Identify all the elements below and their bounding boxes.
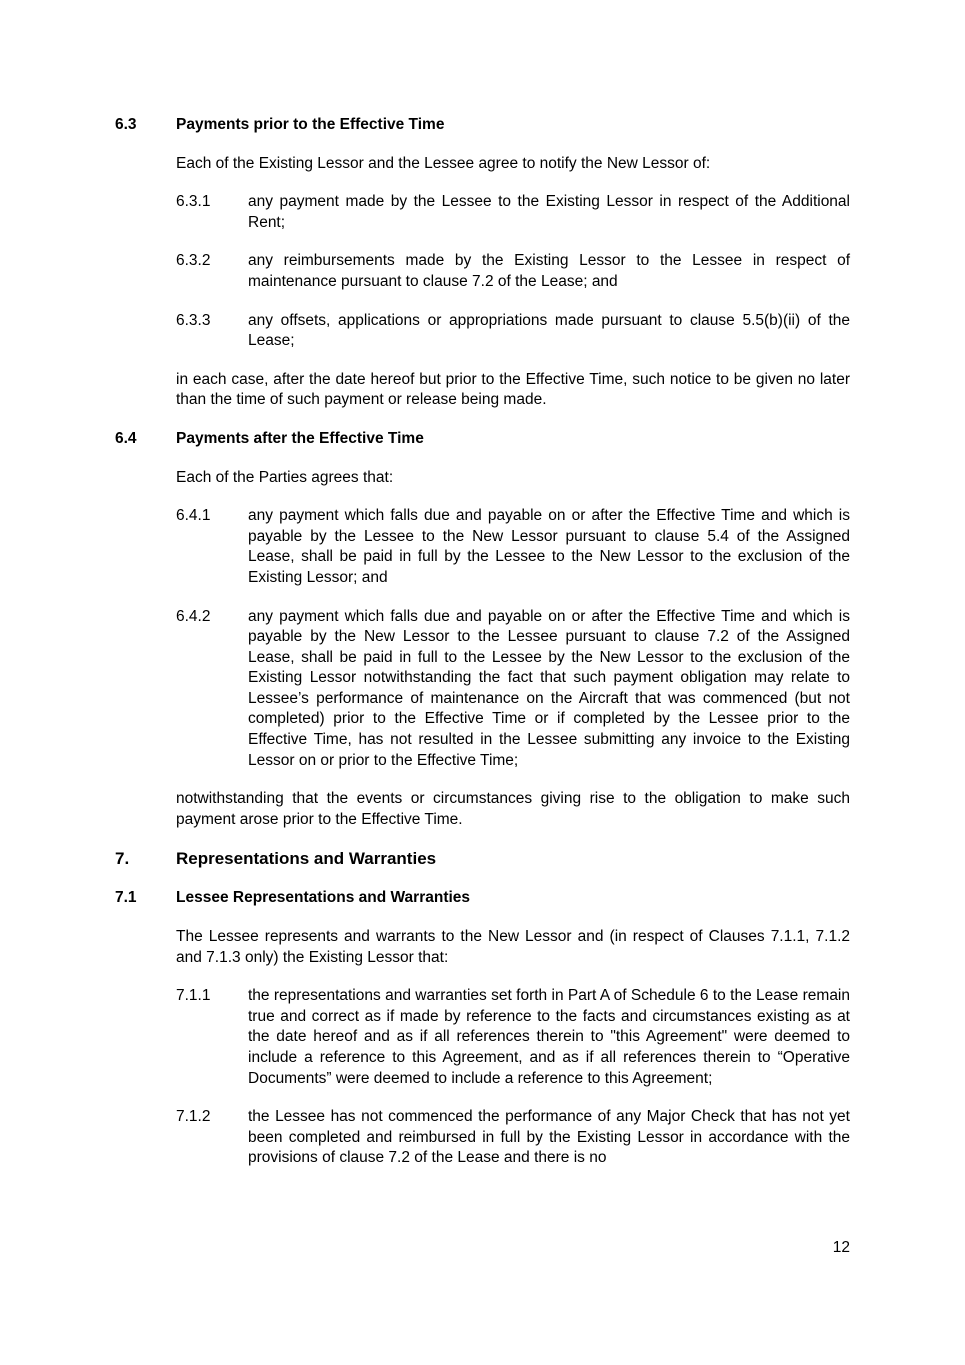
clause-number: 7.1.1 bbox=[176, 987, 211, 1005]
clause-text: any payment which falls due and payable on or after the Effective Time and which is payable by the Lessee to the New Lessor pursuant to clause 5.4 of the Assigned Lease, shall be paid in full by the Lessee to the New Lessor to the exclusion of the Existing Lessor; and bbox=[248, 507, 850, 586]
section-heading-6-3 bbox=[115, 115, 850, 136]
clause-text: the representations and warranties set forth in Part A of Schedule 6 to the Lease remain true and correct as if made by reference to the facts and circumstances existing as at the date hereof and as if all references therein to "this Agreement" were deemed to include a reference to this Agreement, and as if all references therein to “Operative Documents” were deemed to include a reference to this Agreement; bbox=[248, 987, 850, 1087]
section-heading-6-4 bbox=[115, 429, 850, 450]
clause-7-1-1 bbox=[176, 986, 850, 1089]
section-title: Payments after the Effective Time bbox=[176, 429, 424, 447]
clause-number: 7.1.2 bbox=[176, 1108, 211, 1126]
clause-text: any reimbursements made by the Existing Lessor to the Lessee in respect of maintenance pursuant to clause 7.2 of the Lease; and bbox=[248, 252, 850, 290]
page-number: 12 bbox=[832, 1239, 850, 1256]
section-heading-7-1 bbox=[115, 888, 850, 909]
clause-6-4-2 bbox=[176, 607, 850, 772]
clause-6-4-1 bbox=[176, 506, 850, 588]
body-paragraph: The Lessee represents and warrants to the New Lessor and (in respect of Clauses 7.1.1, 7.1.2 and 7.1.3 only) the Existing Lessor that: bbox=[176, 928, 850, 966]
clause-6-3-2 bbox=[176, 251, 850, 292]
section-number: 6.4 bbox=[115, 429, 137, 447]
clause-6-3-3 bbox=[176, 311, 850, 352]
clause-number: 6.3.1 bbox=[176, 193, 211, 211]
section-number: 6.3 bbox=[115, 116, 137, 133]
clause-7-1-2 bbox=[176, 1107, 850, 1169]
section-heading-7 bbox=[115, 848, 850, 870]
body-paragraph: Each of the Existing Lessor and the Lessee agree to notify the New Lessor of: bbox=[176, 154, 711, 172]
clause-number: 6.3.3 bbox=[176, 311, 211, 329]
body-paragraph: in each case, after the date hereof but prior to the Effective Time, such notice to be given no later than the time of such payment or release being made. bbox=[176, 370, 850, 409]
clause-text: any payment which falls due and payable on or after the Effective Time and which is payable by the New Lessor to the Lessee pursuant to clause 7.2 of the Assigned Lease, shall be paid in full to the Lessee by the New Lessor to the exclusion of the Existing Lessor notwithstanding the fact that such payment obligation may relate to Lessee’s performance of maintenance on the Aircraft that was commenced (but not completed) prior to the Effective Time or if completed by the Lessee prior to the Effective Time, has not resulted in the Lessee submitting any invoice to the Existing Lessor on or prior to the Effective Time; bbox=[248, 607, 850, 769]
clause-number: 6.3.2 bbox=[176, 252, 211, 270]
body-paragraph: Each of the Parties agrees that: bbox=[176, 468, 394, 486]
section-title: Representations and Warranties bbox=[176, 849, 437, 869]
section-number: 7.1 bbox=[115, 889, 137, 907]
clause-text: any payment made by the Lessee to the Existing Lessor in respect of the Additional Rent; bbox=[248, 193, 850, 231]
clause-text: the Lessee has not commenced the performance of any Major Check that has not yet been completed and reimbursed in full by the Existing Lessor in accordance with the provisions of clause 7.2 of the Lease and there is no bbox=[248, 1108, 850, 1167]
section-title: Lessee Representations and Warranties bbox=[176, 889, 471, 907]
section-title: Payments prior to the Effective Time bbox=[176, 116, 445, 133]
clause-6-3-1 bbox=[176, 192, 850, 233]
clause-number: 6.4.1 bbox=[176, 507, 211, 525]
section-number: 7. bbox=[115, 849, 130, 869]
clause-number: 6.4.2 bbox=[176, 607, 211, 625]
body-paragraph: notwithstanding that the events or circumstances giving rise to the obligation to make such payment arose prior to the Effective Time. bbox=[176, 790, 850, 828]
clause-text: any offsets, applications or appropriations made pursuant to clause 5.5(b)(ii) of the Lease; bbox=[248, 311, 850, 350]
